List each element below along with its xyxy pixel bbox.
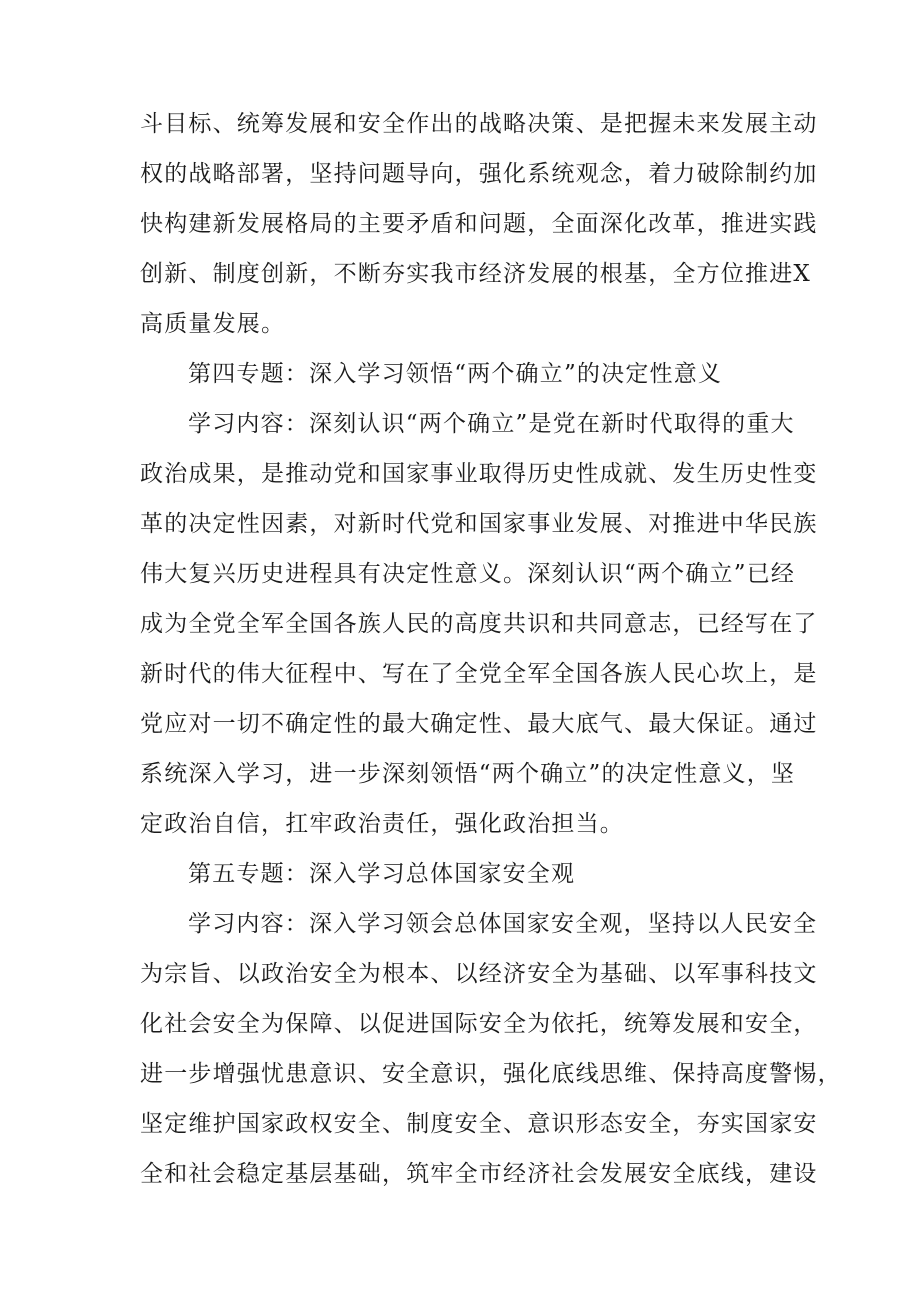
text-line: 党应对一切不确定性的最大确定性、最大底气、最大保证。通过	[140, 711, 818, 737]
text-line: 学习内容：深入学习领会总体国家安全观，坚持以人民安全	[188, 911, 818, 937]
text-line: 革的决定性因素，对新时代党和国家事业发展、对推进中华民族	[140, 511, 818, 537]
text-line: 化社会安全为保障、以促进国际安全为依托，统筹发展和安全，	[140, 1011, 818, 1037]
text-line: 为宗旨、以政治安全为根本、以经济安全为基础、以军事科技文	[140, 961, 818, 987]
text-line: 坚定维护国家政权安全、制度安全、意识形态安全，夯实国家安	[140, 1111, 818, 1137]
text-line: 成为全党全军全国各族人民的高度共识和共同意志，已经写在了	[140, 611, 818, 637]
text-line: 第五专题：深入学习总体国家安全观	[188, 861, 576, 887]
text-line: 政治成果，是推动党和国家事业取得历史性成就、发生历史性变	[140, 461, 818, 487]
text-line: 新时代的伟大征程中、写在了全党全军全国各族人民心坎上，是	[140, 661, 818, 687]
text-line: 伟大复兴历史进程具有决定性意义。深刻认识“两个确立”已经	[140, 561, 796, 587]
document-page	[140, 99, 842, 1199]
text-line: 学习内容：深刻认识“两个确立”是党在新时代取得的重大	[188, 411, 795, 437]
text-line: 定政治自信，扛牢政治责任，强化政治担当。	[140, 811, 624, 837]
text-line: 系统深入学习，进一步深刻领悟“两个确立”的决定性意义，坚	[140, 761, 796, 787]
text-line: 第四专题：深入学习领悟“两个确立”的决定性意义	[188, 361, 723, 387]
text-line: 创新、制度创新，不断夯实我市经济发展的根基，全方位推进X	[140, 261, 811, 287]
text-line: 全和社会稳定基层基础，筑牢全市经济社会发展安全底线，建设	[140, 1161, 818, 1187]
text-line: 权的战略部署，坚持问题导向，强化系统观念，着力破除制约加	[140, 161, 818, 187]
text-line: 快构建新发展格局的主要矛盾和问题，全面深化改革，推进实践	[140, 211, 818, 237]
text-line: 进一步增强忧患意识、安全意识，强化底线思维、保持高度警惕，	[140, 1061, 842, 1087]
text-line: 高质量发展。	[140, 311, 286, 337]
text-line: 斗目标、统筹发展和安全作出的战略决策、是把握未来发展主动	[140, 111, 818, 137]
